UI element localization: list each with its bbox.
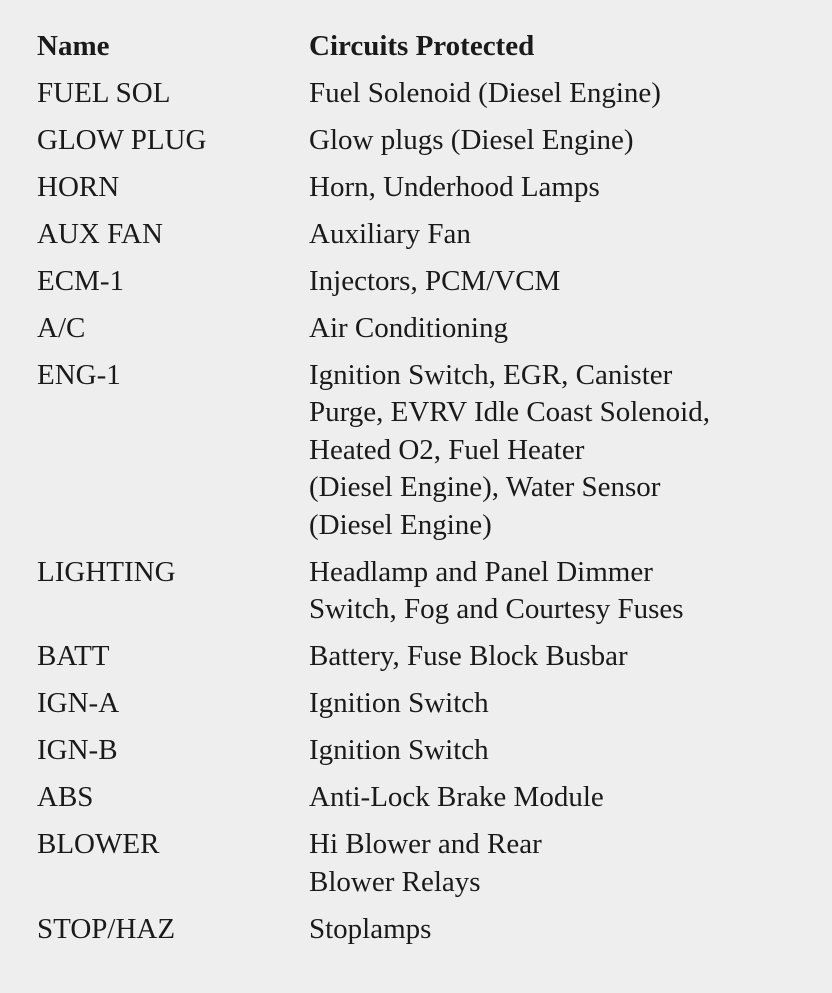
table-row (37, 75, 797, 113)
circuits-line: Headlamp and Panel Dimmer (309, 555, 653, 588)
circuits-line: Injectors, PCM/VCM (309, 264, 561, 297)
table-row (37, 911, 797, 949)
circuits-line: Anti-Lock Brake Module (309, 781, 604, 813)
table-row (37, 685, 797, 723)
circuits-line: Switch, Fog and Courtesy Fuses (309, 593, 684, 625)
fuse-name: GLOW PLUG (37, 123, 207, 156)
table-body (37, 75, 797, 949)
fuse-name: BLOWER (37, 828, 160, 860)
table-row (37, 826, 797, 901)
fuse-name: IGN-B (37, 734, 118, 766)
fuse-name: ABS (37, 781, 94, 813)
circuits-line: Horn, Underhood Lamps (309, 170, 600, 203)
fuse-name: ENG-1 (37, 358, 121, 391)
column-header-name: Name (37, 30, 110, 62)
circuits-line: Ignition Switch, EGR, Canister (309, 358, 673, 391)
fuse-table (37, 28, 797, 958)
circuits-line: Ignition Switch (309, 734, 489, 766)
table-row (37, 122, 797, 160)
table-row (37, 263, 797, 301)
circuits-protected (309, 75, 797, 113)
circuits-line: Purge, EVRV Idle Coast Solenoid, (309, 396, 710, 428)
circuits-protected (309, 357, 797, 545)
circuits-protected (309, 779, 797, 817)
circuits-protected (309, 732, 797, 770)
fuse-name: BATT (37, 640, 110, 672)
fuse-name: LIGHTING (37, 555, 176, 588)
circuits-line: Blower Relays (309, 865, 481, 898)
circuits-protected (309, 169, 797, 207)
fuse-name: HORN (37, 170, 120, 203)
circuits-line: Stoplamps (309, 912, 432, 945)
table-row (37, 732, 797, 770)
circuits-protected (309, 310, 797, 348)
table-row (37, 554, 797, 629)
column-header-circuits: Circuits Protected (309, 30, 535, 62)
circuits-protected (309, 263, 797, 301)
circuits-protected (309, 216, 797, 254)
circuits-line: Battery, Fuse Block Busbar (309, 640, 628, 672)
circuits-protected (309, 826, 797, 901)
table-row (37, 779, 797, 817)
circuits-line: Ignition Switch (309, 687, 489, 719)
circuits-protected (309, 554, 797, 629)
table-row (37, 216, 797, 254)
fuse-name: IGN-A (37, 687, 120, 719)
circuits-protected (309, 638, 797, 676)
circuits-line: Heated O2, Fuel Heater (309, 433, 585, 466)
fuse-name: ECM-1 (37, 264, 124, 297)
table-row (37, 638, 797, 676)
table-header-row (37, 28, 797, 66)
fuse-name: FUEL SOL (37, 76, 171, 109)
table-row (37, 310, 797, 348)
table-row (37, 357, 797, 545)
circuits-line: Glow plugs (Diesel Engine) (309, 123, 634, 156)
circuits-line: Auxiliary Fan (309, 217, 471, 250)
circuits-line: (Diesel Engine) (309, 508, 492, 541)
circuits-protected (309, 685, 797, 723)
fuse-name: AUX FAN (37, 217, 163, 250)
circuits-protected (309, 122, 797, 160)
fuse-name: STOP/HAZ (37, 912, 176, 945)
fuse-name: A/C (37, 311, 86, 344)
circuits-line: Hi Blower and Rear (309, 828, 542, 860)
table-row (37, 169, 797, 207)
circuits-line: Fuel Solenoid (Diesel Engine) (309, 76, 661, 109)
circuits-line: Air Conditioning (309, 311, 508, 344)
circuits-line: (Diesel Engine), Water Sensor (309, 471, 661, 503)
circuits-protected (309, 911, 797, 949)
